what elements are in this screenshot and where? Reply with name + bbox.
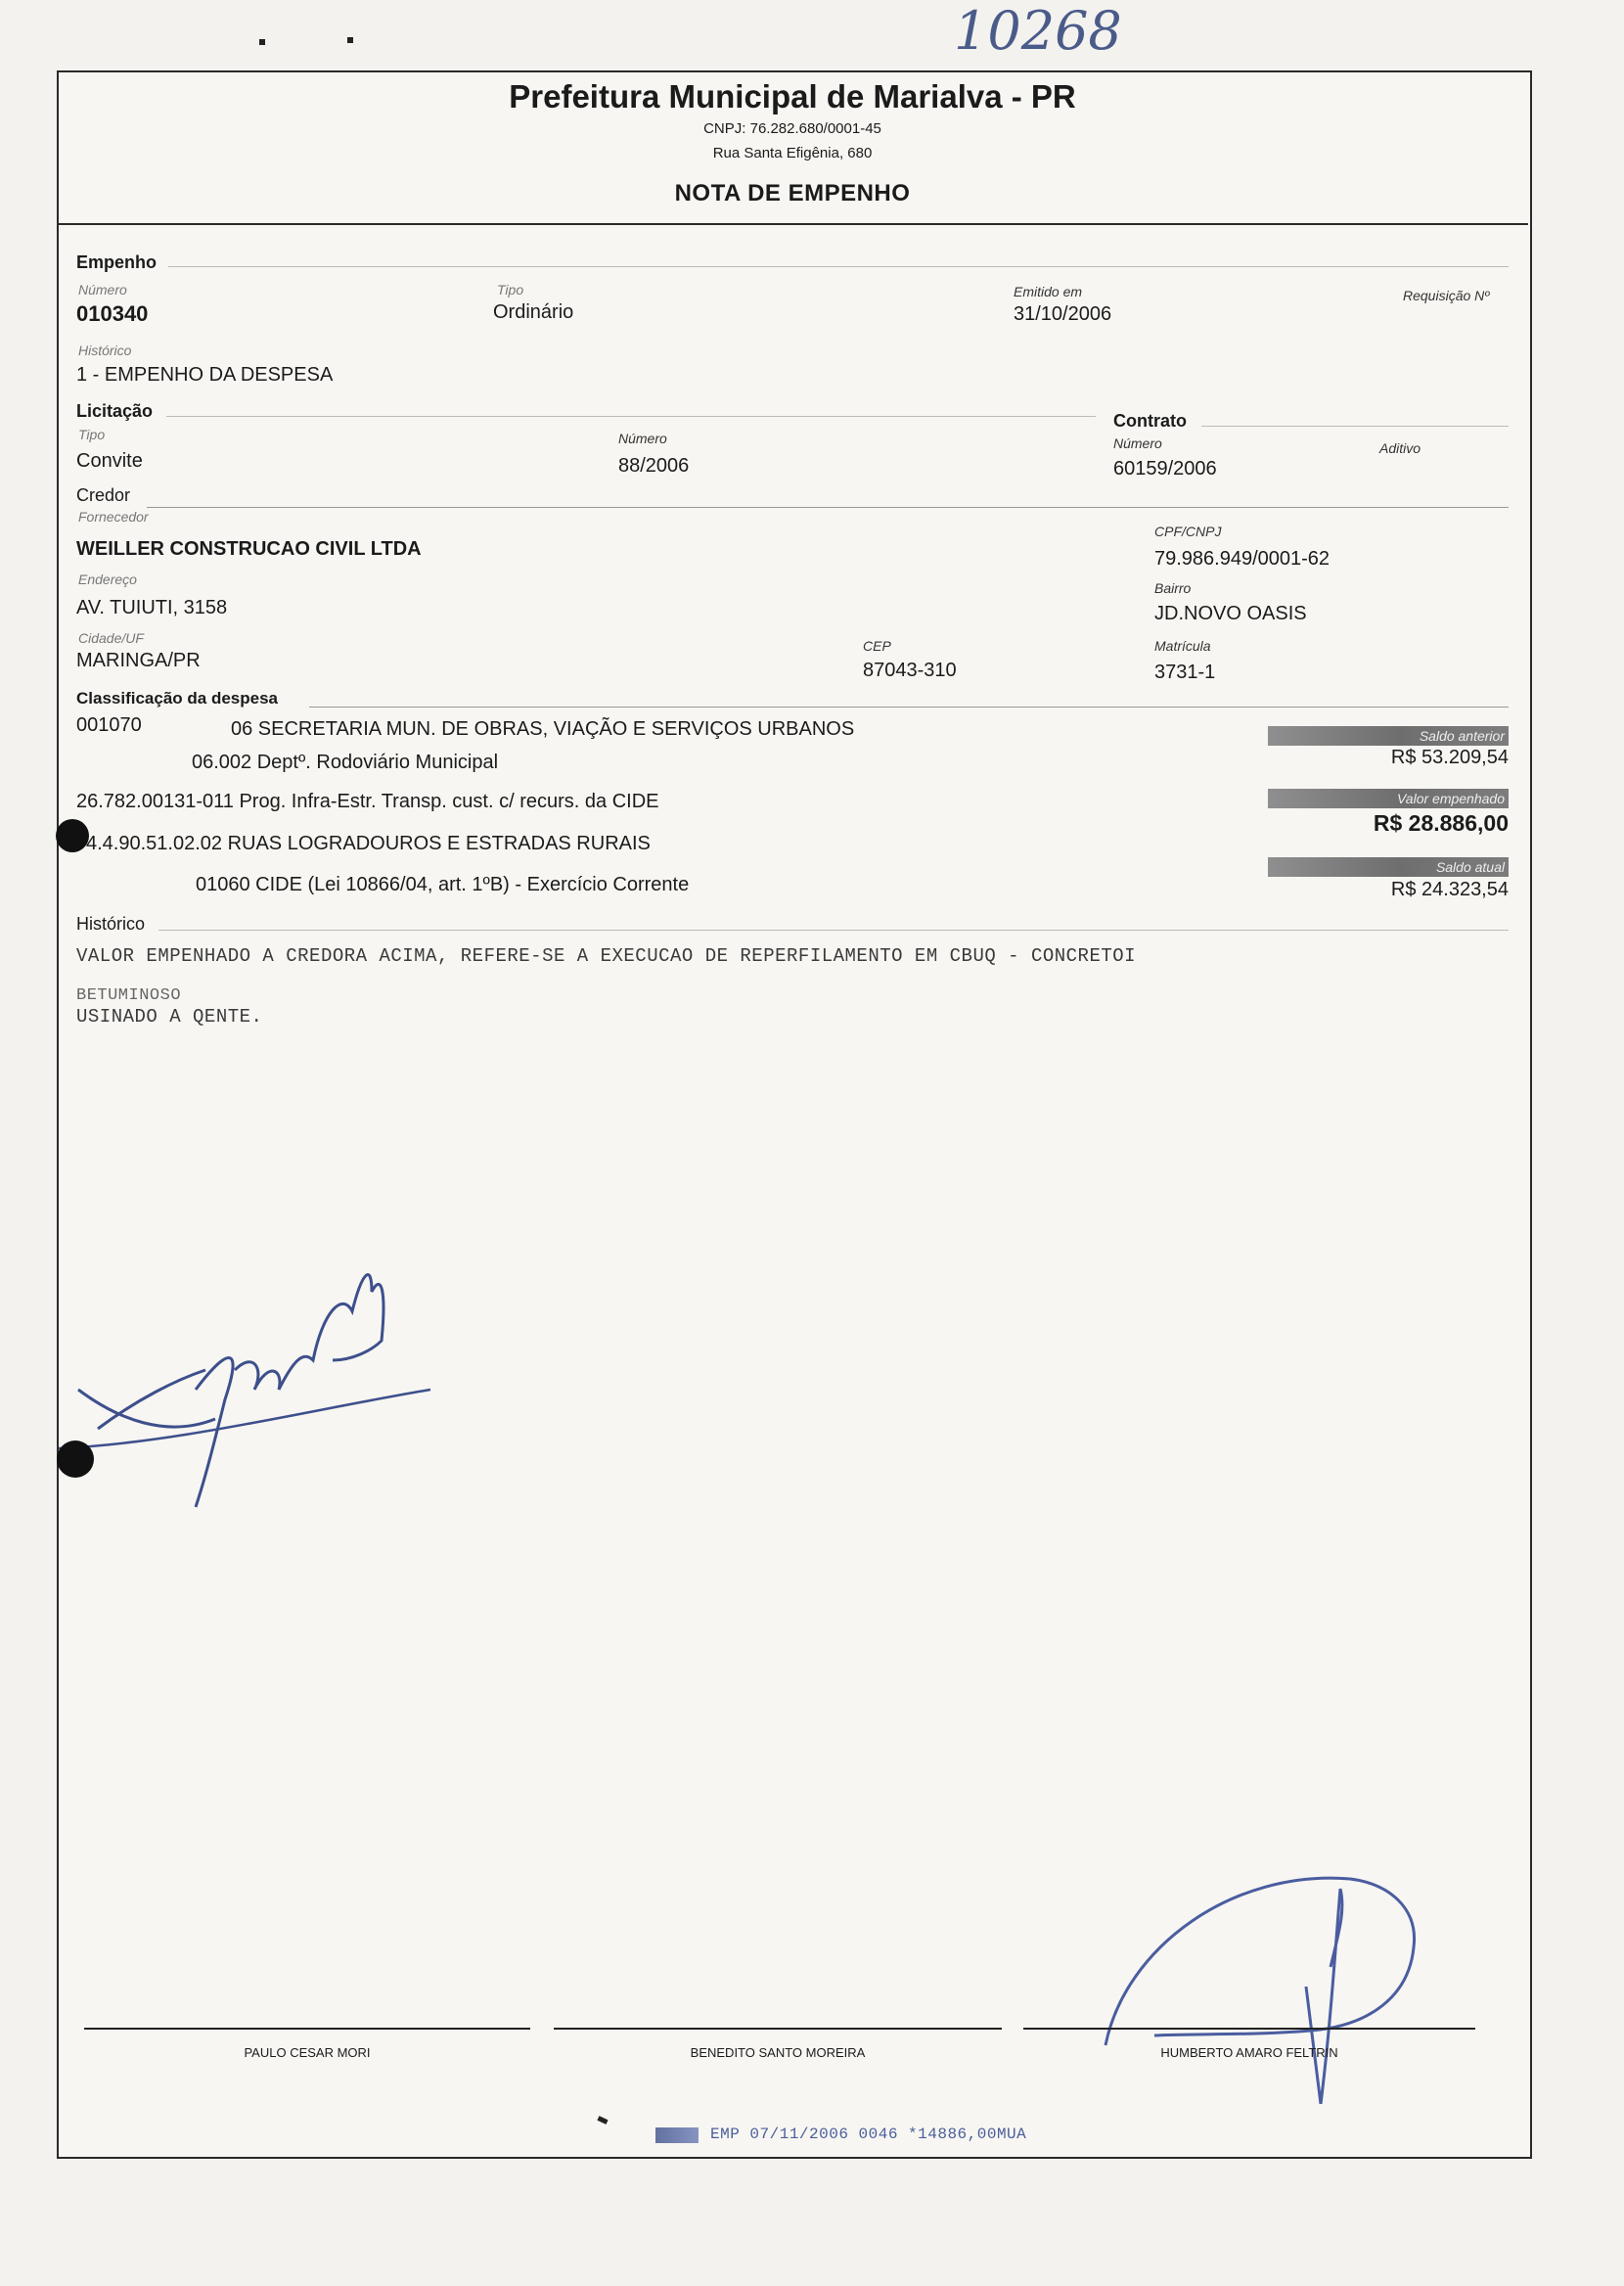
classificacao-line2: 06.002 Deptº. Rodoviário Municipal [192,752,499,773]
signature-name-2: BENEDITO SANTO MOREIRA [690,2045,866,2060]
signature-line-3 [1023,2028,1475,2030]
signature-name-3: HUMBERTO AMARO FELTRIN [1160,2045,1338,2060]
section-rule [166,416,1096,417]
classificacao-line5: 01060 CIDE (Lei 10866/04, art. 1ºB) - Exercício Corrente [196,874,690,895]
saldo-atual-label: Saldo atual [1268,857,1509,877]
emitido-label: Emitido em [1014,284,1083,299]
signature-scribble-right [1096,1830,1448,2124]
endereco-label: Endereço [78,572,137,587]
cpf-value: 79.986.949/0001-62 [1154,548,1331,570]
empenho-section-label: Empenho [76,252,158,272]
signature-name-1: PAULO CESAR MORI [244,2045,371,2060]
address-text: Rua Santa Efigênia, 680 [712,145,873,161]
classificacao-section-label: Classificação da despesa [76,689,279,708]
section-rule [147,507,1509,508]
historico-section-label: Histórico [76,914,146,934]
punch-hole [57,1440,94,1478]
empenho-historico: 1 - EMPENHO DA DESPESA [76,364,334,386]
classificacao-line4: 4.4.90.51.02.02 RUAS LOGRADOUROS E ESTRADAS RURAIS [86,833,651,854]
tipo-label: Tipo [497,282,524,297]
contrato-numero: 60159/2006 [1113,458,1217,480]
classificacao-code: 001070 [76,714,142,736]
saldo-anterior-value: R$ 53.209,54 [1390,747,1509,768]
cnpj-text: CNPJ: 76.282.680/0001-45 [703,120,881,137]
licitacao-tipo: Convite [76,450,143,472]
fornecedor-name: WEILLER CONSTRUCAO CIVIL LTDA [76,538,422,560]
section-rule [158,930,1509,931]
classificacao-line3: 26.782.00131-011 Prog. Infra-Estr. Transp. cust. c/ recurs. da CIDE [76,791,659,812]
emitido-date: 31/10/2006 [1014,303,1112,325]
saldo-atual-value: R$ 24.323,54 [1390,879,1509,900]
classificacao-line1: 06 SECRETARIA MUN. DE OBRAS, VIAÇÃO E SERVIÇOS URBANOS [231,718,855,740]
historico-line2: BETUMINOSO [76,986,182,1005]
signature-line-1 [84,2028,530,2030]
bottom-stamp: EMP 07/11/2006 0046 *14886,00MUA [710,2126,1027,2143]
signature-scribble-left [59,1253,479,1546]
cidade-value: MARINGA/PR [76,650,201,671]
licitacao-numero: 88/2006 [618,455,690,477]
signature-line-2 [554,2028,1002,2030]
credor-section-label: Credor [76,485,131,505]
numero-label: Número [78,282,127,297]
section-rule [309,707,1509,708]
cidade-label: Cidade/UF [78,630,144,646]
cpf-label: CPF/CNPJ [1154,524,1222,539]
fornecedor-label: Fornecedor [78,509,149,525]
historico-line1: VALOR EMPENHADO A CREDORA ACIMA, REFERE-SE A EXECUCAO DE REPERFILAMENTO EM CBUQ - CONCRETOI [76,945,1137,967]
bairro-value: JD.NOVO OASIS [1154,603,1307,624]
requisicao-label: Requisição Nº [1403,288,1490,303]
licitacao-tipo-label: Tipo [78,427,106,442]
saldo-anterior-label: Saldo anterior [1268,726,1509,746]
matricula-label: Matrícula [1154,638,1211,654]
section-rule [1201,426,1509,427]
section-rule [168,266,1509,267]
contrato-numero-label: Número [1113,435,1162,451]
cep-label: CEP [863,638,891,654]
speck [259,39,265,45]
handwritten-number: 10268 [954,0,1122,62]
licitacao-section-label: Licitação [76,401,154,421]
endereco-value: AV. TUIUTI, 3158 [76,597,228,618]
aditivo-label: Aditivo [1379,440,1421,456]
empenho-tipo: Ordinário [493,301,574,323]
matricula-value: 3731-1 [1154,662,1216,683]
speck [347,37,353,43]
historico-label: Histórico [78,343,132,358]
bairro-label: Bairro [1154,580,1192,596]
stamp-mark-icon [655,2127,699,2143]
empenho-numero: 010340 [76,301,149,326]
header-divider [57,223,1528,225]
page-title: Prefeitura Municipal de Marialva - PR [509,78,1076,114]
valor-empenhado-value: R$ 28.886,00 [1373,810,1509,836]
punch-hole [56,819,89,852]
cep-value: 87043-310 [863,660,957,681]
licitacao-numero-label: Número [618,431,667,446]
valor-empenhado-label: Valor empenhado [1268,789,1509,808]
document-title: NOTA DE EMPENHO [674,180,911,206]
contrato-section-label: Contrato [1113,411,1187,431]
historico-line3: USINADO A QENTE. [76,1006,263,1028]
